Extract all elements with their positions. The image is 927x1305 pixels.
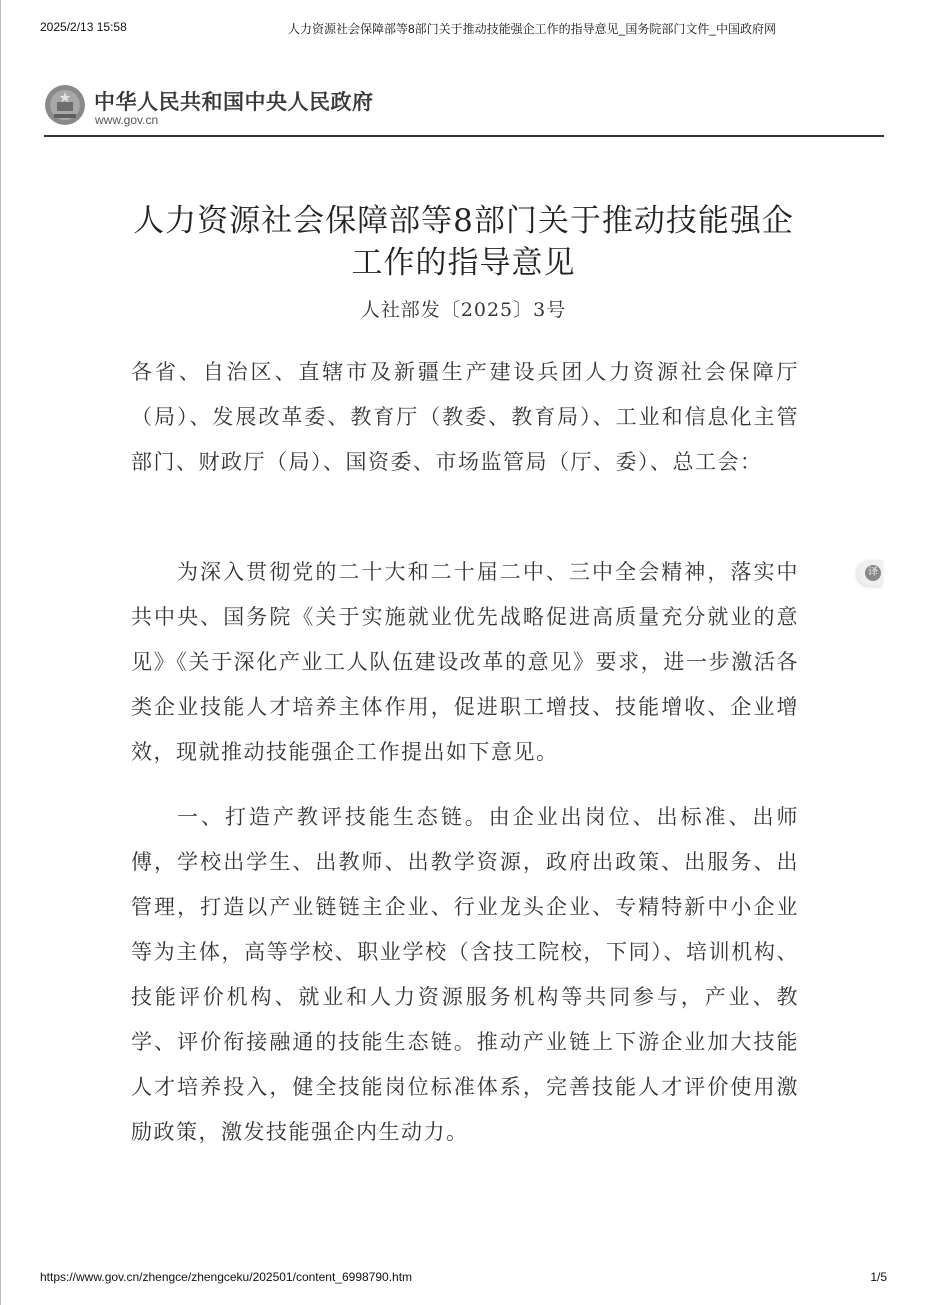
page-edge (0, 0, 1, 1305)
body-paragraph: 为深入贯彻党的二十大和二十届二中、三中全会精神，落实中共中央、国务院《关于实施就业优先战略促进高质量充分就业的意见》《关于深化产业工人队伍建设改革的意见》要求，进一步激活各类企业技能人才培养主体作用，促进职工增技、技能增收、企业增效，现就推动技能强企工作提出如下意见。 (131, 560, 799, 764)
print-page-title: 人力资源社会保障部等8部门关于推动技能强企工作的指导意见_国务院部门文件_中国政府网 (288, 22, 777, 36)
body-paragraph: 一、打造产教评技能生态链。由企业出岗位、出标准、出师傅，学校出学生、出教师、出教学资源，政府出政策、出服务、出管理，打造以产业链链主企业、行业龙头企业、专精特新中小企业等为主体，高等学校、职业学校（含技工院校，下同）、培训机构、技能评价机构、就业和人力资源服务机构等共同参与，产业、教学、评价衔接融通的技能生态链。推动产业链上下游企业加大技能人才培养投入，健全技能岗位标准体系，完善技能人才评价使用激励政策，激发技能强企内生动力。 (131, 805, 799, 1144)
document-title-line-1: 人力资源社会保障部等8部门关于推动技能强企 (133, 203, 794, 239)
document-title (110, 200, 817, 284)
document-number: 人社部发〔2025〕3号 (360, 299, 567, 321)
national-emblem-icon (44, 84, 86, 126)
translate-button[interactable] (857, 560, 883, 586)
print-footer (40, 1270, 887, 1286)
print-url: https://www.gov.cn/zhengce/zhengceku/202501/content_6998790.htm (40, 1270, 413, 1284)
site-header (44, 80, 884, 137)
translate-icon: 译 (865, 565, 881, 581)
document-title-line-2: 工作的指导意见 (351, 245, 576, 281)
addressee-paragraph: 各省、自治区、直辖市及新疆生产建设兵团人力资源社会保障厅（局）、发展改革委、教育厅（教委、教育局）、工业和信息化主管部门、财政厅（局）、国资委、市场监管局（厅、委）、总工会： (131, 360, 799, 474)
print-datetime: 2025/2/13 15:58 (40, 20, 127, 34)
site-url: www.gov.cn (95, 113, 159, 127)
page-number: 1/5 (870, 1270, 887, 1284)
site-name[interactable]: 中华人民共和国中央人民政府 (94, 90, 374, 114)
print-header (40, 20, 887, 38)
